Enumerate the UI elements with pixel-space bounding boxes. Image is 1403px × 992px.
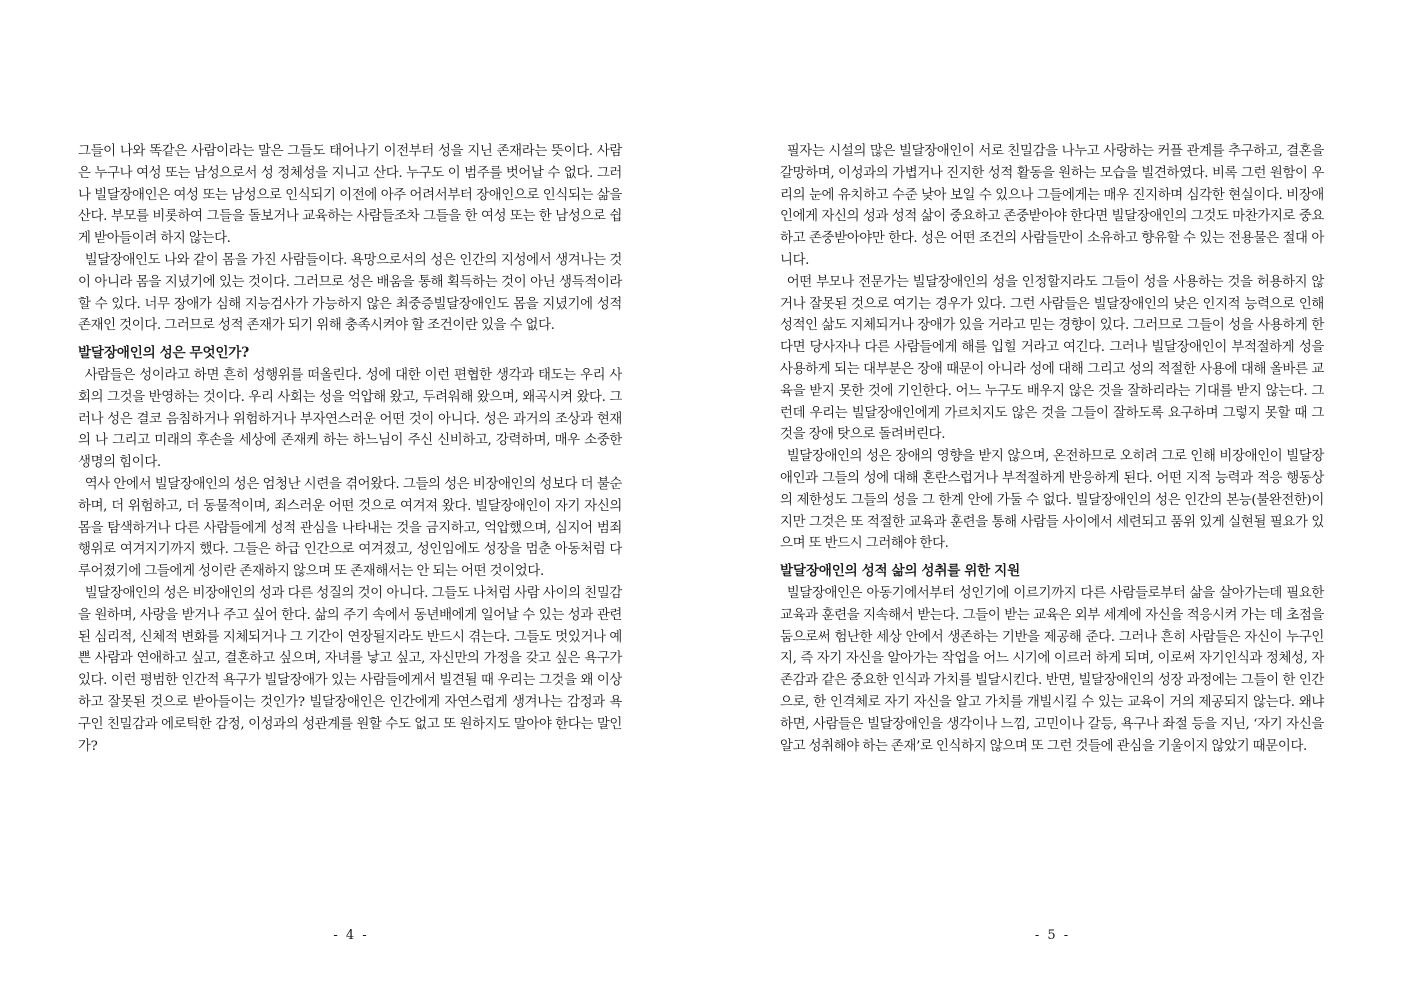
body-paragraph: 빌달장애인도 나와 같이 몸을 가진 사람들이다. 욕망으로서의 성은 인간의 지성에서 생겨나는 것이 아니라 몸을 지녔기에 있는 것이다. 그러므로 성은 배움을 통해 획득하는 것이 아닌 생득적이라 할 수 있다. 너무 장애가 심해 지능검사가 가능하지 않은 최중증빌달장애인도 몸을 지녔기에 성적 존재인 것이다. 그러므로 성적 존재가 되기 위해 충족시켜야 할 조건이란 있을 수 없다.: [78, 252, 622, 334]
body-paragraph: 어떤 부모나 전문가는 빌달장애인의 성을 인정할지라도 그들이 성을 사용하는 것을 허용하지 않거나 잘못된 것으로 여기는 경우가 있다. 그런 사람들은 빌달장애인의 낮은 인지적 능력으로 인해 성적인 삶도 지체되거나 장애가 있을 거라고 믿는 경향이 있다. 그러므로 그들이 성을 사용하게 한다면 당사자나 다른 사람들에게 해를 입힐 거라고 여긴다. 그러나 빌달장애인이 부적절하게 성을 사용하게 되는 대부분은 장애 때문이 아니라 성에 대해 그리고 성의 적절한 사용에 대해 올바른 교육을 받지 못한 것에 기인한다. 어느 누구도 배우지 않은 것을 잘하리라는 기대를 받지 않는다. 그런데 우리는 빌달장애인에게 가르치지도 않은 것을 그들이 잘하도록 요구하며 그렇지 못할 때 그것을 장애 탓으로 돌려버린다.: [780, 274, 1325, 443]
body-paragraph: 그들이 나와 똑같은 사람이라는 말은 그들도 태어나기 이전부터 성을 지닌 존재라는 뜻이다. 사람은 누구나 여성 또는 남성으로서 성 정체성을 지니고 산다. 누구도 이 범주를 벗어날 수 없다. 그러나 빌달장애인은 여성 또는 남성으로 인식되기 이전에 아주 어려서부터 장애인으로 인식되는 삶을 산다. 부모를 비롯하여 그들을 돌보거나 교육하는 사람들조차 그들을 한 여성 또는 한 남성으로 쉽게 받아들이려 하지 않는다.: [78, 144, 622, 247]
body-paragraph: 역사 안에서 빌달장애인의 성은 엄청난 시련을 겪어왔다. 그들의 성은 비장애인의 성보다 더 불순하며, 더 위험하고, 더 동물적이며, 죄스러운 어떤 것으로 여겨져 왔다. 빌달장애인이 자기 자신의 몸을 탐색하거나 다른 사람들에게 성적 관심을 나타내는 것을 금지하고, 억압했으며, 심지어 범죄 행위로 여겨지기까지 했다. 그들은 하급 인간으로 여겨졌고, 성인임에도 성장을 멈춘 아동처럼 다루어졌기에 그들에게 성이란 존재하지 않으며 또 존재해서는 안 되는 어떤 것이었다.: [78, 476, 622, 580]
body-paragraph: 빌달장애인의 성은 장애의 영향을 받지 않으며, 온전하므로 오히려 그로 인해 비장애인이 빌달장애인과 그들의 성에 대해 혼란스럽거나 부적절하게 반응하게 된다. 어떤 지적 능력과 적응 행동상의 제한성도 그들의 성을 그 한계 안에 가둘 수 없다. 빌달장애인의 성은 인간의 본능(불완전한)이지만 그것은 또 적절한 교육과 훈련을 통해 사람들 사이에서 세련되고 품위 있게 실현될 필요가 있으며 또 반드시 그러해야 한다.: [780, 449, 1324, 552]
page-number: - 5 -: [1034, 928, 1071, 943]
right-page-text-column: [780, 141, 1324, 757]
left-page-text-column: [78, 141, 622, 757]
section-heading: 발달장애인의 성은 무엇인가?: [78, 345, 250, 362]
right-page: [702, 0, 1403, 992]
body-paragraph: 빌달장애인의 성은 비장애인의 성과 다른 성질의 것이 아니다. 그들도 나처럼 사람 사이의 친밀감을 원하며, 사랑을 받거나 주고 싶어 한다. 삶의 주기 속에서 동년배에게 일어날 수 있는 성과 관련된 심리적, 신체적 변화를 지체되거나 그 기간이 연장될지라도 반드시 겪는다. 그들도 멋있거나 예쁜 사람과 연애하고 싶고, 결혼하고 싶으며, 자녀를 낳고 싶고, 자신만의 가정을 갖고 싶은 욕구가 있다. 이런 평범한 인간적 욕구가 빌달장애가 있는 사람들에게서 빌견될 때 우리는 그것을 왜 이상하고 잘못된 것으로 받아들이는 것인가? 빌달장애인은 인간에게 자연스럽게 생겨나는 감정과 욕구인 친밀감과 에로틱한 감정, 이성과의 성관계를 원할 수도 없고 또 원하지도 말아야 한다는 말인가?: [78, 585, 622, 754]
body-paragraph: 필자는 시설의 많은 빌달장애인이 서로 친밀감을 나누고 사랑하는 커플 관계를 추구하고, 결혼을 갈망하며, 이성과의 가볍거나 진지한 성적 활동을 원하는 모습을 빌견하였다. 비록 그런 원함이 우리의 눈에 유치하고 수준 낮아 보일 수 있으나 그들에게는 매우 진지하며 심각한 현실이다. 비장애인에게 자신의 성과 성적 삶이 중요하고 존중받아야 한다면 빌달장애인의 그것도 마찬가지로 중요하고 존중받아야만 한다. 성은 어떤 조건의 사람들만이 소유하고 향유할 수 있는 전용물은 절대 아니다.: [780, 144, 1324, 268]
page-number: - 4 -: [333, 928, 369, 943]
body-paragraph: 빌달장애인은 아동기에서부터 성인기에 이르기까지 다른 사람들로부터 삶을 살아가는데 필요한 교육과 훈련을 지속해서 받는다. 그들이 받는 교육은 외부 세계에 자신을 적응시켜 가는 데 초점을 둠으로써 험난한 세상 안에서 생존하는 기반을 제공해 준다. 그러나 흔히 사람들은 자신이 누구인지, 즉 자기 자신을 알아가는 작업을 어느 시기에 이르러 하게 되며, 이로써 자기인식과 정체성, 자존감과 같은 중요한 인식과 가치를 빌달시킨다. 반면, 빌달장애인의 성장 과정에는 그들이 한 인간으로, 한 인격체로 자기 자신을 알고 가치를 개빌시킬 수 있는 교육이 거의 제공되지 않는다. 왜냐하면, 사람들은 빌달장애인을 생각이나 느낌, 고민이나 갈등, 욕구나 좌절 등을 지닌, ‘자기 자신을 알고 성취해야 하는 존재’로 인식하지 않으며 또 그런 것들에 관심을 기울이지 않았기 때문이다.: [780, 585, 1324, 754]
body-paragraph: 사람들은 성이라고 하면 흔히 성행위를 떠올린다. 성에 대한 이런 편협한 생각과 태도는 우리 사회의 그것을 반영하는 것이다. 우리 사회는 성을 억압해 왔고, 두려워해 왔으며, 왜곡시켜 왔다. 그러나 성은 결코 음침하거나 위험하거나 부자연스러운 어떤 것이 아니다. 성은 과거의 조상과 현재의 나 그리고 미래의 후손을 세상에 존재케 하는 하느님이 주신 신비하고, 강력하며, 매우 소중한 생명의 힘이다.: [78, 367, 622, 471]
section-heading: 발달장애인의 성적 삶의 성취를 위한 지원: [780, 563, 1020, 580]
